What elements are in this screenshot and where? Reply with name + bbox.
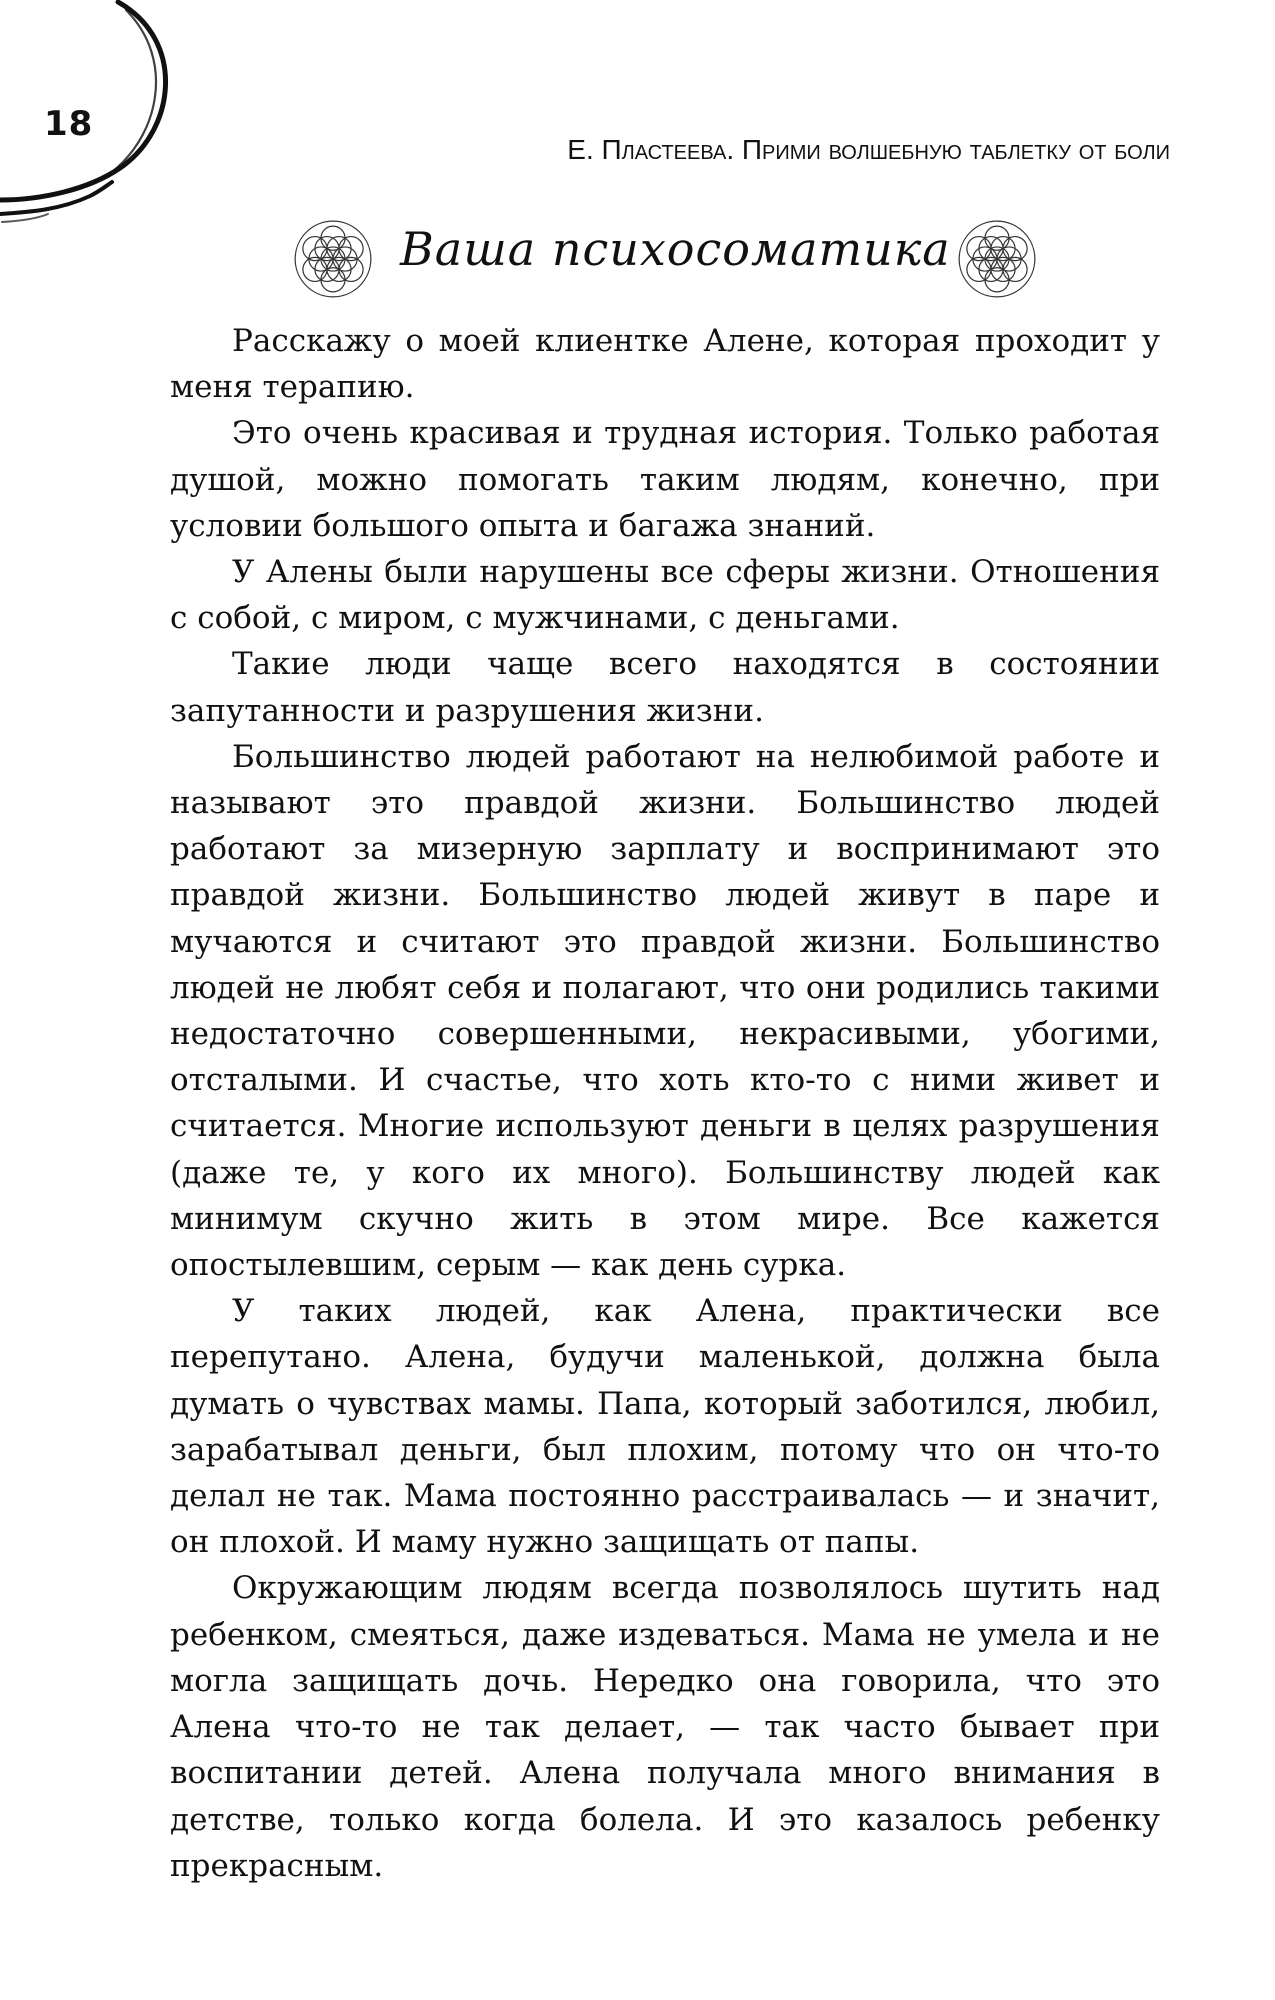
paragraph: Это очень красивая и трудная история. Только работая душой, можно помогать таким людям, конечно, при условии большого опыта и багажа знаний. (170, 415, 1160, 544)
section-header (280, 208, 1050, 308)
body-text (170, 318, 1160, 1889)
paragraph: Окружающим людям всегда позволялось шутить над ребенком, смеяться, даже издеваться. Мама не умела и не могла защищать дочь. Нередко она говорила, что это Алена что-то не так делает, — так часто бывает при воспитании детей. Алена получала много внимания в детстве, только когда болела. И это казалось ребенку прекрасным. (170, 1570, 1160, 1884)
flower-of-life-icon (290, 216, 376, 302)
running-header-text: Е. Пластеева. Прими волшебную таблетку от боли (567, 134, 1170, 165)
paragraph: Такие люди чаще всего находятся в состоянии запутанности и разрушения жизни. (170, 646, 1160, 729)
page-number: 18 (44, 104, 94, 144)
paragraph: У таких людей, как Алена, практически все перепутано. Алена, будучи маленькой, должна была думать о чувствах мамы. Папа, который заботился, любил, зарабатывал деньги, был плохим, потому что он что-то делал не так. Мама постоянно расстраивалась — и значит, он плохой. И маму нужно защищать от папы. (170, 1293, 1160, 1561)
paragraph: Большинство людей работают на нелюбимой работе и называют это правдой жизни. Большинство людей работают за мизерную зарплату и воспринимают это правдой жизни. Большинство людей живут в паре и мучаются и считают это правдой жизни. Большинство людей не любят себя и полагают, что они родились такими недостаточно совершенными, некрасивыми, убогими, отсталыми. И счастье, что хоть кто-то с ними живет и считается. Многие используют деньги в целях разрушения (даже те, у кого их много). Большинству людей как минимум скучно жить в этом мире. Все кажется опостылевшим, серым — как день сурка. (170, 738, 1160, 1284)
running-header (470, 134, 1170, 166)
brush-arc-ornament (0, 0, 260, 260)
flower-of-life-icon (954, 216, 1040, 302)
paragraph: Расскажу о моей клиентке Алене, которая проходит у меня терапию. (170, 323, 1160, 406)
paragraph: У Алены были нарушены все сферы жизни. Отношения с собой, с миром, с мужчинами, с деньгами. (170, 554, 1160, 637)
section-title: Ваша психосоматика (400, 222, 951, 276)
